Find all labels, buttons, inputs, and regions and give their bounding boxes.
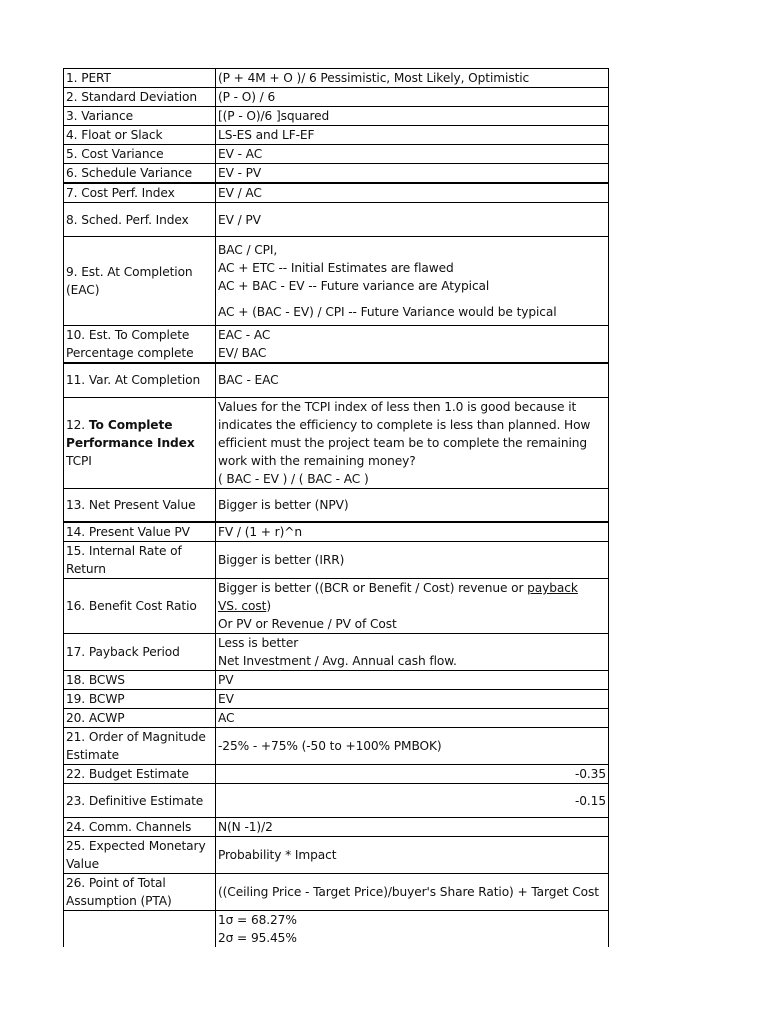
formula-sheet — [63, 68, 607, 947]
formula-cell — [216, 579, 609, 634]
table-row — [64, 911, 609, 948]
table-row — [64, 784, 609, 818]
table-row — [64, 690, 609, 709]
term-cell: 11. Var. At Completion — [64, 363, 216, 397]
term-cell: 14. Present Value PV — [64, 522, 216, 542]
formula-cell — [216, 397, 609, 488]
vs-cost-link[interactable]: VS. cost — [218, 599, 267, 613]
term-cell: 25. Expected Monetary Value — [64, 837, 216, 874]
term-cell: 19. BCWP — [64, 690, 216, 709]
term-bold-label: To Complete Performance Index — [66, 417, 195, 450]
formula-line — [218, 579, 606, 597]
term-cell — [64, 397, 216, 488]
term-cell: 8. Sched. Perf. Index — [64, 203, 216, 237]
term-abbrev: TCPI — [66, 453, 92, 468]
table-row — [64, 728, 609, 765]
table-row — [64, 488, 609, 522]
formula-line: EAC - AC — [218, 328, 271, 342]
table-row — [64, 164, 609, 184]
formula-cell: EV / AC — [216, 183, 609, 203]
formula-cell: -0.15 — [216, 784, 609, 818]
formula-cell: EV - AC — [216, 145, 609, 164]
formula-cell — [216, 911, 609, 948]
formula-text: ) — [266, 599, 271, 613]
formula-cell: N(N -1)/2 — [216, 818, 609, 837]
table-row — [64, 126, 609, 145]
formula-line: work with the remaining money? — [218, 453, 416, 468]
table-row — [64, 145, 609, 164]
term-cell: 16. Benefit Cost Ratio — [64, 579, 216, 634]
payback-link[interactable]: payback — [527, 581, 578, 595]
formula-cell: FV / (1 + r)^n — [216, 522, 609, 542]
term-cell: 26. Point of Total Assumption (PTA) — [64, 874, 216, 911]
term-number: 12. — [66, 417, 86, 432]
table-row — [64, 671, 609, 690]
table-row — [64, 363, 609, 397]
formula-table — [63, 68, 609, 947]
formula-line: AC + (BAC - EV) / CPI -- Future Variance would be typical — [218, 305, 557, 319]
term-cell: 1. PERT — [64, 69, 216, 88]
term-cell: 3. Variance — [64, 107, 216, 126]
formula-line: Net Investment / Avg. Annual cash flow. — [218, 654, 457, 668]
table-row — [64, 88, 609, 107]
formula-line: Less is better — [218, 636, 299, 650]
formula-cell: [(P - O)/6 ]squared — [216, 107, 609, 126]
table-row — [64, 237, 609, 326]
table-row — [64, 69, 609, 88]
table-row — [64, 542, 609, 579]
formula-line: indicates the efficiency to complete is less than planned. How — [218, 417, 591, 432]
term-cell: 20. ACWP — [64, 709, 216, 728]
formula-cell: EV / PV — [216, 203, 609, 237]
formula-line: 2σ = 95.45% — [218, 931, 297, 945]
term-cell: 17. Payback Period — [64, 634, 216, 671]
term-line: 10. Est. To Complete — [66, 328, 190, 342]
formula-cell: (P - O) / 6 — [216, 88, 609, 107]
formula-cell: EV - PV — [216, 164, 609, 184]
term-cell: 23. Definitive Estimate — [64, 784, 216, 818]
formula-cell: -0.35 — [216, 765, 609, 784]
formula-line: Or PV or Revenue / PV of Cost — [218, 617, 397, 631]
formula-cell — [216, 326, 609, 364]
term-cell: 21. Order of Magnitude Estimate — [64, 728, 216, 765]
formula-cell: Probability * Impact — [216, 837, 609, 874]
formula-line: Values for the TCPI index of less then 1.0 is good because it — [218, 399, 577, 414]
table-row — [64, 634, 609, 671]
formula-cell: -25% - +75% (-50 to +100% PMBOK) — [216, 728, 609, 765]
table-row — [64, 765, 609, 784]
formula-cell: PV — [216, 671, 609, 690]
table-row — [64, 397, 609, 488]
table-row — [64, 107, 609, 126]
formula-cell — [216, 237, 609, 326]
table-row — [64, 579, 609, 634]
formula-cell: EV — [216, 690, 609, 709]
term-line: Percentage complete — [66, 346, 194, 360]
formula-line: EV/ BAC — [218, 346, 267, 360]
formula-line: AC + BAC - EV -- Future variance are Atypical — [218, 279, 490, 293]
formula-cell: ((Ceiling Price - Target Price)/buyer's Share Ratio) + Target Cost — [216, 874, 609, 911]
table-row — [64, 183, 609, 203]
term-cell: 6. Schedule Variance — [64, 164, 216, 184]
term-cell: 9. Est. At Completion (EAC) — [64, 237, 216, 326]
term-cell: 22. Budget Estimate — [64, 765, 216, 784]
formula-cell: AC — [216, 709, 609, 728]
formula-line: ( BAC - EV ) / ( BAC - AC ) — [218, 471, 369, 486]
table-row — [64, 522, 609, 542]
table-row — [64, 326, 609, 364]
formula-line: AC + ETC -- Initial Estimates are flawed — [218, 261, 454, 275]
term-cell: 7. Cost Perf. Index — [64, 183, 216, 203]
formula-cell: (P + 4M + O )/ 6 Pessimistic, Most Likely, Optimistic — [216, 69, 609, 88]
table-row — [64, 837, 609, 874]
term-cell — [64, 911, 216, 948]
formula-text: Bigger is better ((BCR or Benefit / Cost) revenue or — [218, 581, 528, 595]
formula-cell: LS-ES and LF-EF — [216, 126, 609, 145]
term-cell: 24. Comm. Channels — [64, 818, 216, 837]
table-row — [64, 709, 609, 728]
formula-line — [218, 597, 606, 615]
formula-line: efficient must the project team be to complete the remaining — [218, 435, 587, 450]
term-cell: 5. Cost Variance — [64, 145, 216, 164]
table-row — [64, 874, 609, 911]
formula-cell: Bigger is better (NPV) — [216, 488, 609, 522]
formula-cell: BAC - EAC — [216, 363, 609, 397]
term-cell: 18. BCWS — [64, 671, 216, 690]
table-row — [64, 203, 609, 237]
formula-cell: Bigger is better (IRR) — [216, 542, 609, 579]
term-cell: 4. Float or Slack — [64, 126, 216, 145]
term-cell — [64, 326, 216, 364]
term-cell: 15. Internal Rate of Return — [64, 542, 216, 579]
formula-line: 1σ = 68.27% — [218, 913, 297, 927]
formula-cell — [216, 634, 609, 671]
term-cell: 2. Standard Deviation — [64, 88, 216, 107]
term-cell: 13. Net Present Value — [64, 488, 216, 522]
table-row — [64, 818, 609, 837]
formula-line: BAC / CPI, — [218, 243, 278, 257]
